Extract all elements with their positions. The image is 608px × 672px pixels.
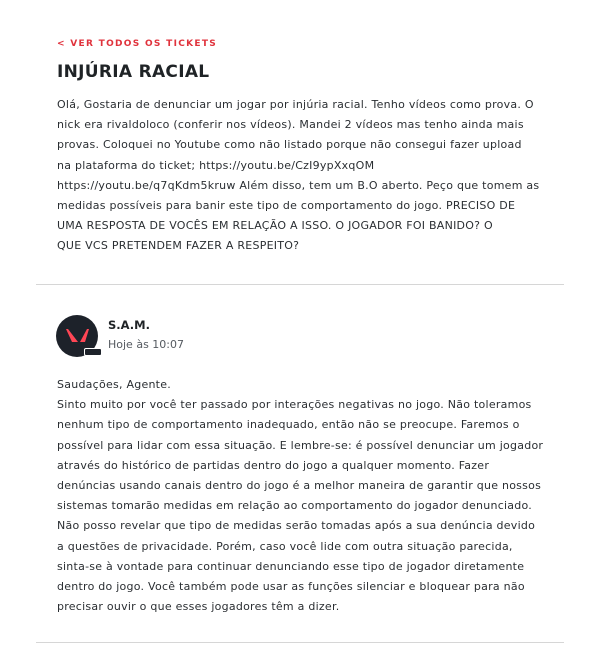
text-line: dentro do jogo. Você também pode usar as funções silenciar e bloquear para não bbox=[57, 580, 525, 594]
text-line: nenhum tipo de comportamento inadequado, então não se preocupe. Faremos o bbox=[57, 418, 520, 432]
text-line: a questões de privacidade. Porém, caso você lide com outra situação parecida, bbox=[57, 539, 513, 553]
divider bbox=[36, 642, 564, 643]
text-line: https://youtu.be/q7qKdm5kruw Além disso, tem um B.O aberto. Peço que tomem as bbox=[57, 178, 540, 192]
back-to-tickets-link[interactable]: < VER TODOS OS TICKETS bbox=[57, 39, 218, 49]
text-line: nick era rivaldoloco (conferir nos vídeos). Mandei 2 vídeos mas tenho ainda mais bbox=[57, 118, 524, 132]
staff-badge-icon bbox=[84, 348, 102, 356]
reply-message bbox=[57, 375, 543, 617]
text-line: precisar ouvir o que esses jogadores têm a dizer. bbox=[57, 600, 340, 614]
text-line: sinta-se à vontade para continuar denunciando esse tipo de jogador diretamente bbox=[57, 559, 525, 573]
text-line: Olá, Gostaria de denunciar um jogar por injúria racial. Tenho vídeos como prova. O bbox=[57, 98, 534, 111]
text-line: QUE VCS PRETENDEM FAZER A RESPEITO? bbox=[57, 239, 300, 253]
text-line: na plataforma do ticket; https://youtu.be/CzI9ypXxqOM bbox=[57, 158, 375, 172]
reply-timestamp: Hoje às 10:07 bbox=[108, 338, 184, 351]
text-line: denúncias usando canais dentro do jogo é a melhor maneira de garantir que nossos bbox=[57, 479, 542, 493]
ticket-title: INJÚRIA RACIAL bbox=[57, 62, 210, 82]
text-line: medidas possíveis para banir este tipo de comportamento do jogo. PRECISO DE bbox=[57, 199, 516, 213]
text-line: sistemas tomarão medidas em relação ao comportamento do jogador denunciado. bbox=[57, 499, 533, 513]
text-line: possível para lidar com essa situação. E lembre-se: é possível denunciar um jogador bbox=[57, 438, 544, 452]
text-line: Não posso revelar que tipo de medidas serão tomadas após a sua denúncia devido bbox=[57, 519, 536, 533]
text-line: provas. Coloquei no Youtube como não listado porque não consegui fazer upload bbox=[57, 138, 522, 152]
text-line: através do histórico de partidas dentro do jogo a qualquer momento. Fazer bbox=[57, 458, 490, 472]
ticket-description bbox=[57, 95, 539, 257]
divider bbox=[36, 284, 564, 285]
text-line: Sinto muito por você ter passado por interações negativas no jogo. Não toleramos bbox=[57, 398, 532, 412]
reply-author: S.A.M. bbox=[108, 318, 150, 332]
text-line: Saudações, Agente. bbox=[57, 378, 172, 391]
text-line: UMA RESPOSTA DE VOCÊS EM RELAÇÃO A ISSO. O JOGADOR FOI BANIDO? O bbox=[57, 219, 493, 233]
